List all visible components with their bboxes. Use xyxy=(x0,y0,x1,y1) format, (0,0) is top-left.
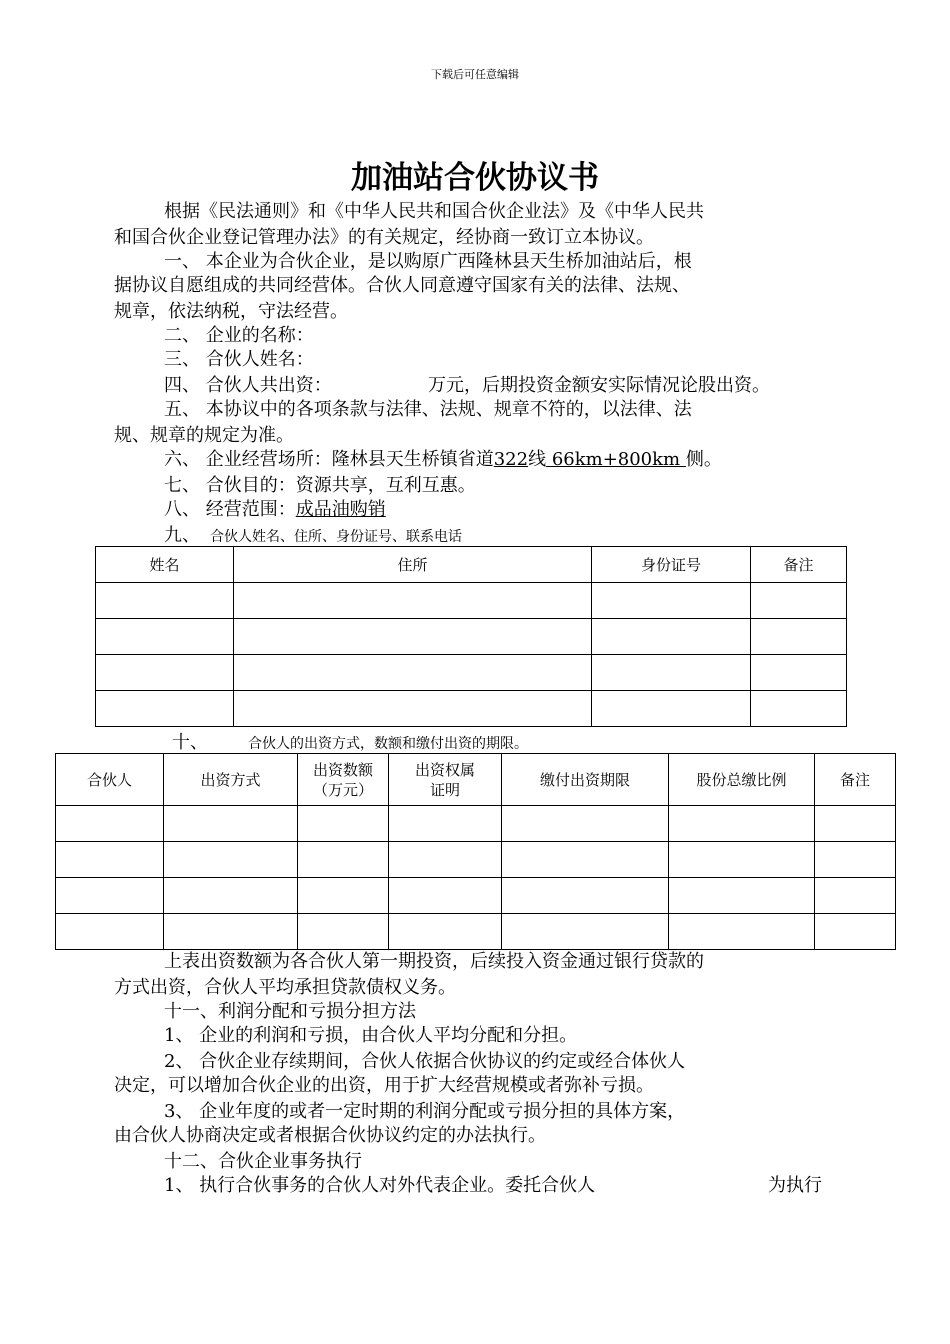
table-cell xyxy=(751,583,847,619)
table-cell xyxy=(298,842,389,878)
table-cell xyxy=(164,914,298,950)
header-partner: 合伙人 xyxy=(56,754,164,806)
location-end: 侧。 xyxy=(685,449,722,470)
table-cell xyxy=(298,806,389,842)
partner-info-table xyxy=(95,546,847,727)
header-contribution-amount-l1: 出资数额 xyxy=(312,760,373,779)
table-row xyxy=(96,691,847,727)
paragraph-line: 2、 合伙企业存续期间，合伙人依据合伙协议的约定或经合体伙人 xyxy=(164,1051,686,1072)
table-header-row xyxy=(96,547,847,583)
table-cell xyxy=(815,842,896,878)
header-ownership-proof xyxy=(389,754,502,806)
table-cell xyxy=(164,806,298,842)
header-contribution-method: 出资方式 xyxy=(164,754,298,806)
clause-line: 五、 本协议中的各项条款与法律、法规、规章不符的，以法律、法 xyxy=(164,399,692,420)
clause-line: 规、规章的规定为准。 xyxy=(114,425,294,446)
table-cell xyxy=(669,914,815,950)
table-cell xyxy=(751,691,847,727)
table-cell xyxy=(389,878,502,914)
header-note: 下载后可任意编辑 xyxy=(431,68,519,81)
table-header-row xyxy=(56,754,896,806)
table-row xyxy=(96,619,847,655)
table-cell xyxy=(389,842,502,878)
header-name: 姓名 xyxy=(96,547,234,583)
table-cell xyxy=(56,806,164,842)
table-cell xyxy=(234,691,592,727)
section-heading: 十二、合伙企业事务执行 xyxy=(164,1151,362,1172)
header-contribution-amount-l2: （万元） xyxy=(312,780,373,799)
paragraph-line: 1、 执行合伙事务的合伙人对外代表企业。委托合伙人 xyxy=(164,1175,596,1196)
table-cell xyxy=(164,878,298,914)
table-cell xyxy=(389,806,502,842)
table-cell xyxy=(592,655,751,691)
paragraph-line: 由合伙人协商决定或者根据合伙协议约定的办法执行。 xyxy=(114,1125,546,1146)
header-ownership-proof-l2: 证明 xyxy=(429,780,460,799)
table-cell xyxy=(751,619,847,655)
header-share-ratio: 股份总缴比例 xyxy=(669,754,815,806)
table-cell xyxy=(815,878,896,914)
table-cell xyxy=(234,655,592,691)
table-cell xyxy=(56,914,164,950)
clause-nine-text: 合伙人姓名、住所、身份证号、联系电话 xyxy=(210,529,462,545)
clause-line: 三、 合伙人姓名： xyxy=(164,349,314,370)
table-cell xyxy=(502,842,669,878)
road-number: 322 xyxy=(493,449,529,470)
table-row xyxy=(56,914,896,950)
table-row xyxy=(56,842,896,878)
table-cell xyxy=(96,619,234,655)
paragraph-line: 和国合伙企业登记管理办法》的有关规定，经协商一致订立本协议。 xyxy=(114,227,654,248)
table-cell xyxy=(164,842,298,878)
scope-label: 八、 经营范围： xyxy=(164,499,296,520)
paragraph-line: 规章，依法纳税，守法经营。 xyxy=(114,301,348,322)
clause-line-scope xyxy=(164,498,386,522)
table-cell xyxy=(669,878,815,914)
table-row xyxy=(56,806,896,842)
table-cell xyxy=(502,914,669,950)
header-id-number: 身份证号 xyxy=(592,547,751,583)
table-cell xyxy=(96,655,234,691)
table-cell xyxy=(298,914,389,950)
header-ownership-proof-l1: 出资权属 xyxy=(414,760,475,779)
table-cell xyxy=(669,806,815,842)
clause-line: 七、 合伙目的：资源共享，互利互惠。 xyxy=(164,475,476,496)
table-row xyxy=(56,878,896,914)
table-cell xyxy=(56,878,164,914)
clause-ten-text: 合伙人的出资方式，数额和缴付出资的期限。 xyxy=(248,736,528,752)
table-row xyxy=(96,655,847,691)
header-payment-deadline: 缴付出资期限 xyxy=(502,754,669,806)
header-contribution-amount xyxy=(298,754,389,806)
section-heading: 十一、利润分配和亏损分担方法 xyxy=(164,1001,416,1022)
table-cell xyxy=(502,878,669,914)
location-text: 六、 企业经营场所：隆林县天生桥镇省道 xyxy=(164,449,494,470)
clause-line-location xyxy=(164,448,722,472)
document-title: 加油站合伙协议书 xyxy=(351,160,599,196)
table-cell xyxy=(592,691,751,727)
table-cell xyxy=(234,583,592,619)
clause-ten-number: 十、 xyxy=(172,732,208,753)
table-cell xyxy=(96,583,234,619)
table-cell xyxy=(96,691,234,727)
header-remarks: 备注 xyxy=(751,547,847,583)
paragraph-line: 根据《民法通则》和《中华人民共和国合伙企业法》及《中华人民共 xyxy=(164,201,704,222)
table-cell xyxy=(592,619,751,655)
paragraph-line: 3、 企业年度的或者一定时期的利润分配或亏损分担的具体方案， xyxy=(164,1101,686,1122)
clause-nine-number: 九、 xyxy=(164,525,200,546)
table-cell xyxy=(815,806,896,842)
table-cell xyxy=(815,914,896,950)
table-cell xyxy=(669,842,815,878)
clause-line-cont: 万元，后期投资金额安实际情况论股出资。 xyxy=(428,375,770,396)
paragraph-line-cont: 为执行 xyxy=(768,1175,822,1196)
paragraph-line: 1、 企业的利润和亏损，由合伙人平均分配和分担。 xyxy=(164,1025,578,1046)
capital-contribution-table xyxy=(55,753,896,950)
table-cell xyxy=(389,914,502,950)
paragraph-line: 方式出资，合伙人平均承担贷款债权义务。 xyxy=(114,977,456,998)
paragraph-line: 决定，可以增加合伙企业的出资，用于扩大经营规模或者弥补亏损。 xyxy=(114,1075,654,1096)
road-word: 线 xyxy=(528,449,547,470)
paragraph-line: 据协议自愿组成的共同经营体。合伙人同意遵守国家有关的法律、法规、 xyxy=(114,275,690,296)
scope-value: 成品油购销 xyxy=(295,499,386,520)
header-address: 住所 xyxy=(234,547,592,583)
table-cell xyxy=(592,583,751,619)
table-cell xyxy=(298,878,389,914)
clause-line: 二、 企业的名称： xyxy=(164,325,314,346)
paragraph-line: 上表出资数额为各合伙人第一期投资，后续投入资金通过银行贷款的 xyxy=(164,951,704,972)
header-remarks: 备注 xyxy=(815,754,896,806)
table-cell xyxy=(234,619,592,655)
table-cell xyxy=(502,806,669,842)
table-cell xyxy=(56,842,164,878)
table-row xyxy=(96,583,847,619)
clause-line: 四、 合伙人共出资： xyxy=(164,375,332,396)
table-cell xyxy=(751,655,847,691)
road-km: 66km+800km xyxy=(546,449,686,470)
paragraph-line: 一、 本企业为合伙企业，是以购原广西隆林县天生桥加油站后，根 xyxy=(164,251,692,272)
